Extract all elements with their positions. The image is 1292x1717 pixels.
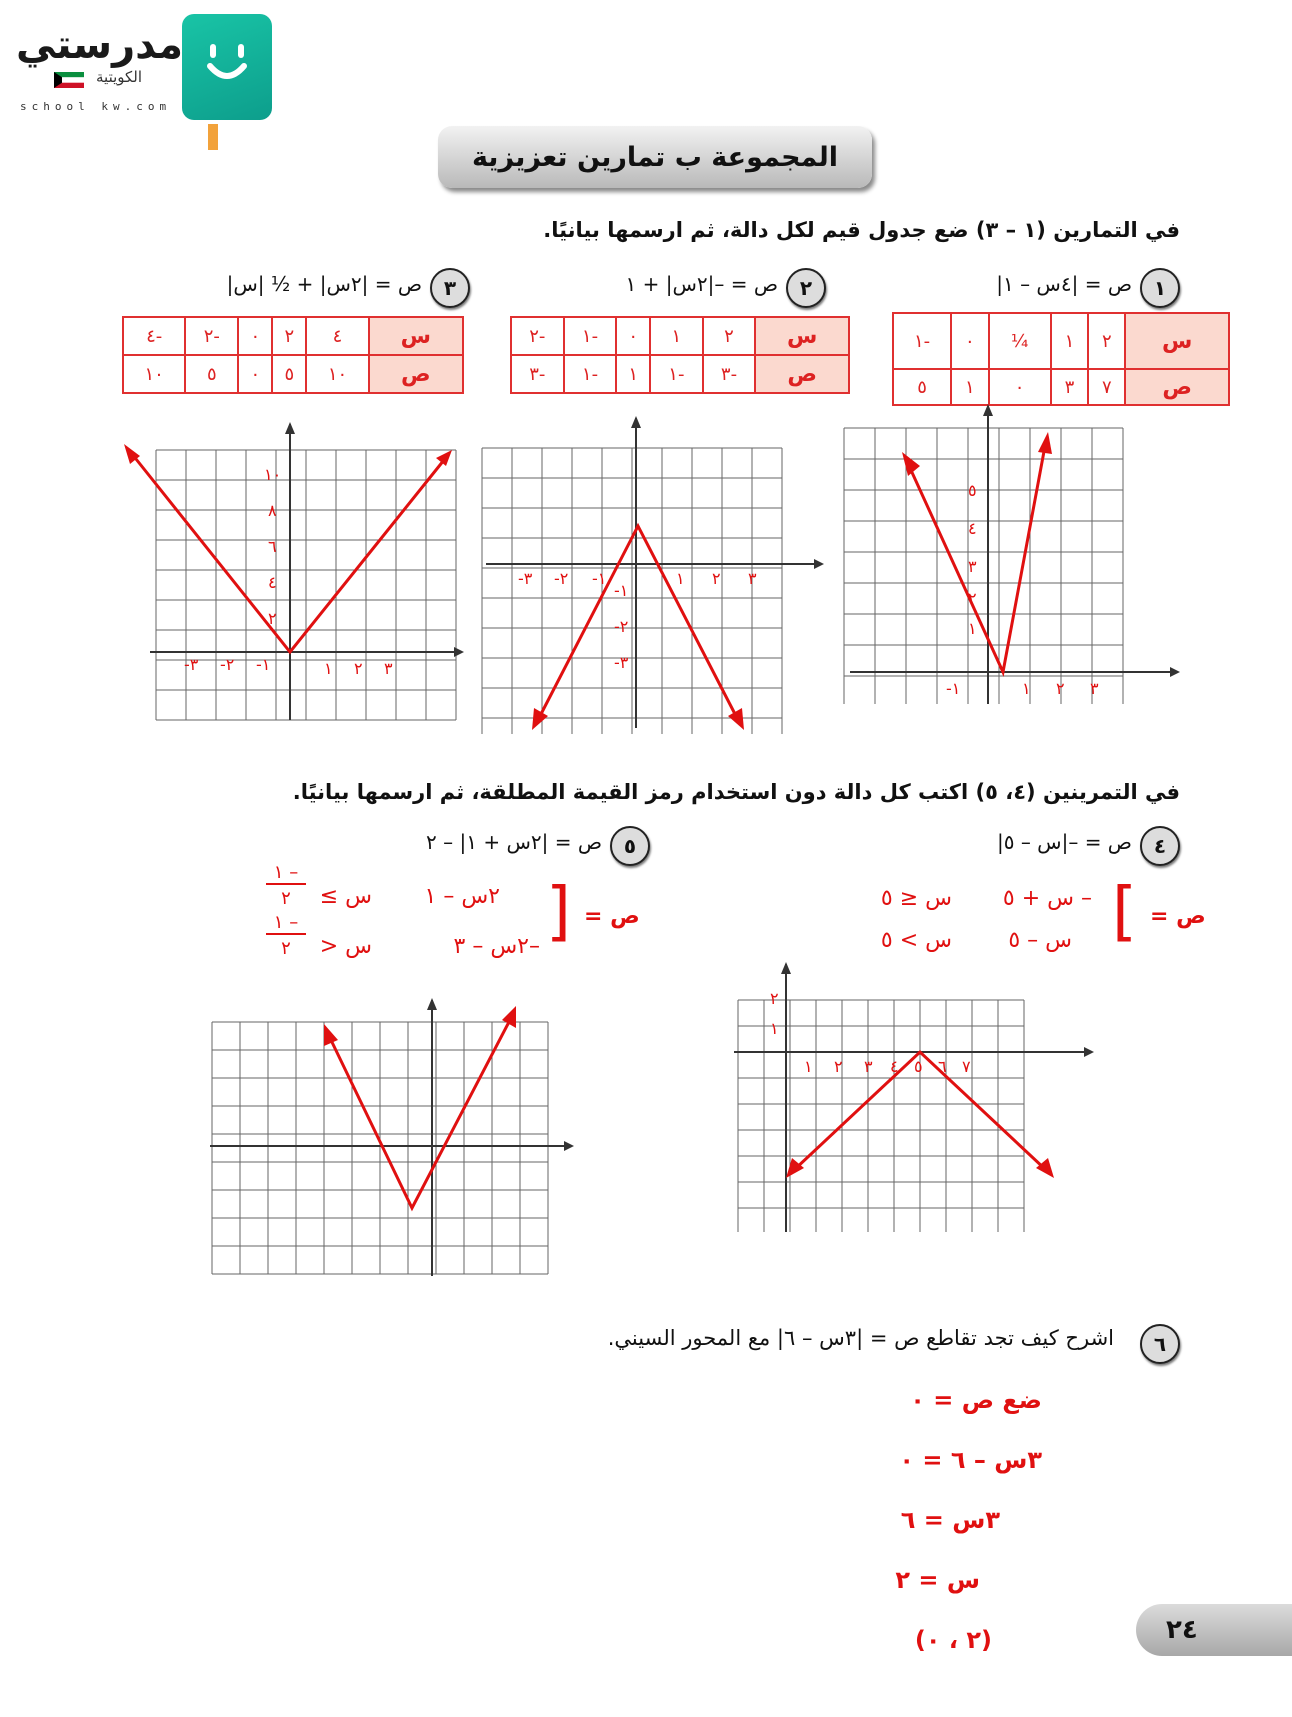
table-cell: ٥: [893, 369, 951, 405]
exercise-4-number: ٤: [1140, 826, 1180, 866]
exercise-3-table: [122, 316, 464, 394]
solution-step: ٣س – ٦ = ٠: [899, 1446, 1042, 1474]
curve-arrow-icon: [902, 452, 920, 476]
curve-arrow-icon: [1036, 1158, 1054, 1178]
exercise-3-graph: [120, 420, 465, 722]
graph-grid: [738, 1000, 1024, 1232]
x-tick-label: -٣: [518, 569, 533, 588]
exercise-1-function: ص = |٤س – ١|: [996, 272, 1132, 296]
exercise-1-graph: [840, 404, 1180, 704]
x-tick-label: ٥: [914, 1057, 923, 1076]
curve-arrow-icon: [436, 450, 452, 466]
kuwait-flag-icon: [54, 72, 84, 88]
x-axis-arrow-icon: [1170, 667, 1180, 677]
exercise-5-lhs: ص =: [584, 904, 640, 929]
curve-arrow-icon: [786, 1158, 804, 1178]
y-axis-arrow-icon: [781, 962, 791, 974]
graph-grid: [482, 448, 782, 734]
y-tick-label: -١: [614, 581, 629, 600]
table-cell: ٠: [616, 317, 650, 355]
table-header-y: ص: [755, 355, 849, 393]
x-axis-arrow-icon: [1084, 1047, 1094, 1057]
exercise-1-number: ١: [1140, 268, 1180, 308]
graph-grid: [212, 1022, 548, 1274]
table-cell: ٠: [238, 355, 272, 393]
x-tick-label: -٢: [220, 655, 235, 674]
exercise-4-function: ص = –|س – ٥|: [996, 830, 1132, 854]
y-tick-label: ٨: [268, 501, 277, 520]
exercise-3-number: ٣: [430, 268, 470, 308]
table-cell: ٤: [306, 317, 368, 355]
section-title-banner: [438, 126, 872, 188]
y-axis-arrow-icon: [285, 422, 295, 434]
x-tick-label: -١: [256, 655, 271, 674]
table-cell: ٣: [1051, 369, 1088, 405]
y-tick-label: ١٠: [264, 465, 282, 484]
table-cell: ¼: [989, 313, 1051, 369]
table-header-y: ص: [1125, 369, 1229, 405]
table-cell: ١: [616, 355, 650, 393]
curve-arrow-icon: [1038, 432, 1052, 454]
exercise-2-graph: [480, 414, 825, 734]
table-cell: ٠: [989, 369, 1051, 405]
x-tick-label: -٢: [554, 569, 569, 588]
table-cell: -٣: [511, 355, 564, 393]
piecewise-bracket: [: [1112, 875, 1137, 949]
function-curve: [910, 446, 1045, 672]
exercise-4-graph: [730, 960, 1100, 1232]
x-tick-label: -٣: [184, 655, 199, 674]
exercise-5-case2-frac-num: ١ –: [266, 912, 306, 935]
table-header-y: ص: [369, 355, 463, 393]
x-tick-label: ٢: [1056, 679, 1065, 698]
logo-country: الكويتية: [96, 68, 143, 86]
y-tick-label: ٣: [968, 557, 977, 576]
logo-url: school kw.com: [20, 100, 172, 113]
x-tick-label: ٣: [384, 659, 393, 678]
table-cell: ١٠: [306, 355, 368, 393]
exercise-4-case2-cond: س > ٥: [880, 928, 952, 953]
exercise-6-number: ٦: [1140, 1324, 1180, 1364]
function-curve: [132, 454, 444, 652]
exercise-5-case2-frac-den: ٢: [281, 938, 291, 959]
graph-grid: [844, 428, 1123, 704]
exercise-4-lhs: ص =: [1150, 904, 1206, 929]
table-header-x: س: [369, 317, 463, 355]
x-tick-label: -١: [946, 679, 961, 698]
table-cell: ٠: [238, 317, 272, 355]
exercise-4-case2-expr: س – ٥: [1008, 928, 1072, 953]
table-cell: -٢: [511, 317, 564, 355]
piecewise-bracket: ]: [546, 875, 571, 949]
x-tick-label: ٧: [962, 1057, 971, 1076]
y-tick-label: -٢: [614, 617, 629, 636]
x-tick-label: ٢: [354, 659, 363, 678]
table-header-x: س: [755, 317, 849, 355]
table-cell: ٥: [272, 355, 306, 393]
curve-arrow-icon: [324, 1024, 338, 1046]
solution-step: ٣س = ٦: [900, 1506, 1000, 1534]
x-axis-arrow-icon: [814, 559, 824, 569]
solution-step: ضع ص = ٠: [910, 1386, 1042, 1414]
y-tick-label: ٢: [268, 609, 277, 628]
table-cell: ٧: [1088, 369, 1125, 405]
table-cell: ٢: [272, 317, 306, 355]
table-cell: ٠: [951, 313, 988, 369]
curve-arrow-icon: [532, 708, 548, 730]
x-tick-label: ٢: [712, 569, 721, 588]
y-tick-label: ٢: [968, 589, 977, 608]
exercise-5-case1-frac-den: ٢: [281, 888, 291, 909]
table-cell: -١: [564, 317, 617, 355]
exercise-5-number: ٥: [610, 826, 650, 866]
logo-name: مدرستي: [16, 22, 184, 68]
table-cell: ١٠: [123, 355, 185, 393]
table-cell: -٣: [703, 355, 756, 393]
curve-arrow-icon: [728, 708, 744, 730]
y-tick-label: ١: [968, 619, 977, 638]
exercise-5-case1-expr: ٢س – ١: [424, 884, 500, 909]
x-tick-label: ١: [804, 1057, 813, 1076]
exercise-5-case2-expr: –٢س – ٣: [453, 934, 540, 959]
y-axis-arrow-icon: [427, 998, 437, 1010]
exercise-4-case1-expr: – س + ٥: [1002, 886, 1092, 911]
table-cell: -١: [650, 355, 703, 393]
table-header-x: س: [1125, 313, 1229, 369]
y-tick-label: ٥: [968, 481, 977, 500]
table-cell: -٤: [123, 317, 185, 355]
page-number-tab: [1136, 1604, 1292, 1656]
exercise-3-function: ص = |٢س| + ½ |س|: [226, 272, 422, 296]
x-tick-label: ٣: [1090, 679, 1099, 698]
y-tick-label: ١: [770, 1019, 779, 1038]
x-axis-arrow-icon: [564, 1141, 574, 1151]
function-curve: [330, 1020, 510, 1208]
table-cell: ٢: [1088, 313, 1125, 369]
table-cell: ١: [650, 317, 703, 355]
page-number: ٢٤: [1166, 1615, 1198, 1645]
solution-step: (٢ ، ٠): [914, 1626, 992, 1654]
exercise-5-case1-cond: س ≥: [319, 884, 372, 909]
graph-grid: [156, 450, 456, 720]
table-cell: ٢: [703, 317, 756, 355]
logo-face-icon: [204, 42, 250, 88]
exercise-2-number: ٢: [786, 268, 826, 308]
x-tick-label: ١: [1022, 679, 1031, 698]
exercise-5-case1-frac-num: ١ –: [266, 862, 306, 885]
x-tick-label: ٢: [834, 1057, 843, 1076]
table-cell: -١: [564, 355, 617, 393]
exercise-1-table: [892, 312, 1230, 406]
x-tick-label: -١: [592, 569, 607, 588]
y-axis-arrow-icon: [983, 404, 993, 416]
section-title: المجموعة ب تمارين تعزيزية: [471, 141, 839, 173]
table-cell: ٥: [185, 355, 238, 393]
table-cell: -٢: [185, 317, 238, 355]
y-tick-label: -٣: [614, 653, 629, 672]
x-tick-label: ٤: [890, 1057, 899, 1076]
instruction-2: في التمرينين (٤، ٥) اكتب كل دالة دون استخدام رمز القيمة المطلقة، ثم ارسمها بيانيًا.: [292, 780, 1180, 804]
table-cell: ١: [1051, 313, 1088, 369]
x-tick-label: ١: [324, 659, 333, 678]
x-tick-label: ٣: [864, 1057, 873, 1076]
y-tick-label: ٢: [770, 989, 779, 1008]
y-tick-label: ٦: [268, 537, 277, 556]
x-tick-label: ٦: [938, 1057, 947, 1076]
y-tick-label: ٤: [968, 519, 977, 538]
exercise-5-graph: [206, 996, 576, 1276]
y-tick-label: ٤: [268, 573, 277, 592]
y-axis-arrow-icon: [631, 416, 641, 428]
instruction-1: في التمارين (١ – ٣) ضع جدول قيم لكل دالة، ثم ارسمها بيانيًا.: [543, 218, 1180, 242]
exercise-5-case2-cond: س <: [319, 934, 372, 959]
exercise-2-function: ص = –|٢س| + ١: [625, 272, 778, 296]
x-axis-arrow-icon: [454, 647, 464, 657]
table-cell: -١: [893, 313, 951, 369]
table-cell: ١: [951, 369, 988, 405]
exercise-2-table: [510, 316, 850, 394]
x-tick-label: ١: [676, 569, 685, 588]
solution-step: س = ٢: [895, 1566, 980, 1594]
exercise-6-question: اشرح كيف تجد تقاطع ص = |٣س – ٦| مع المحور السيني.: [607, 1326, 1114, 1350]
exercise-4-case1-cond: س ≤ ٥: [880, 886, 952, 911]
x-tick-label: ٣: [748, 569, 757, 588]
exercise-5-function: ص = |٢س + ١| – ٢: [426, 830, 602, 854]
